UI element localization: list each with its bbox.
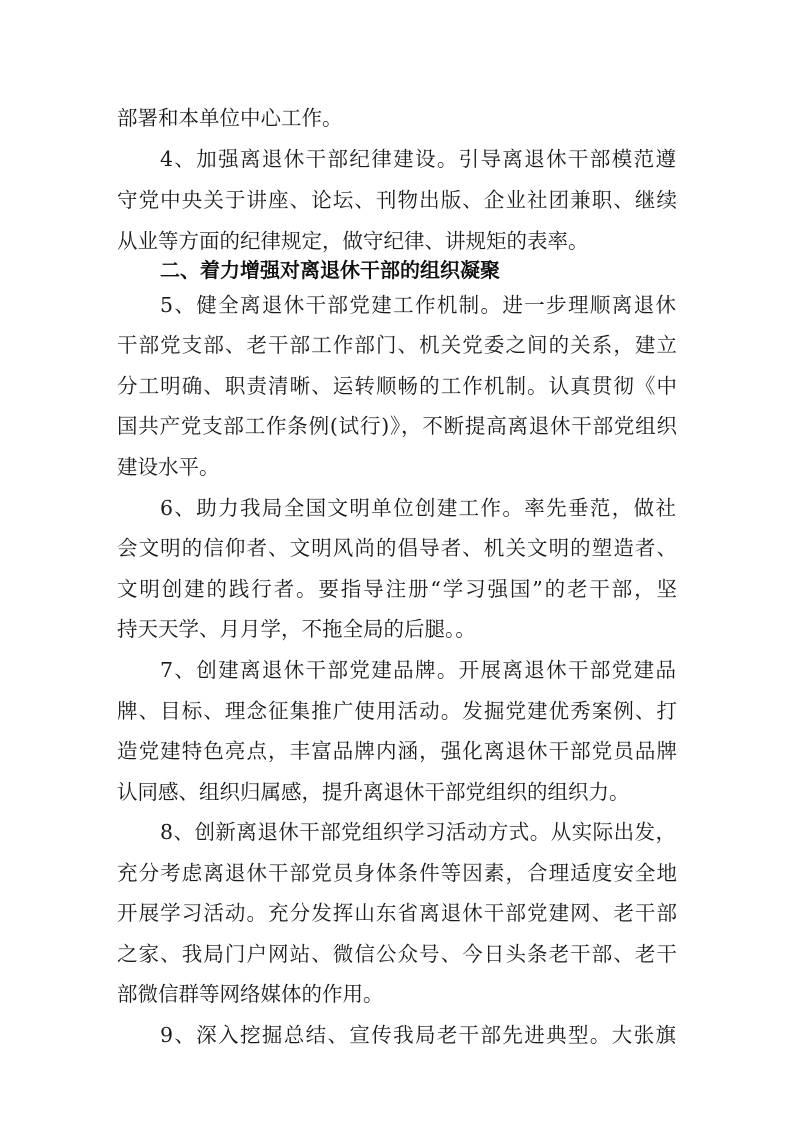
text-line: 9、深入挖掘总结、宣传我局老干部先进典型。大张旗 xyxy=(160,1023,676,1047)
text-line: 干部党支部、老干部工作部门、机关党委之间的关系，建立 xyxy=(117,333,677,357)
text-line: 5、健全离退休干部党建工作机制。进一步理顺离退休 xyxy=(160,293,676,317)
text-line: 部署和本单位中心工作。 xyxy=(117,106,343,130)
text-line: 分工明确、职责清晰、运转顺畅的工作机制。认真贯彻《中 xyxy=(117,374,677,398)
text-line: 造党建特色亮点，丰富品牌内涵，强化离退休干部党员品牌 xyxy=(117,739,677,763)
text-line: 国共产党支部工作条例(试行)》，不断提高离退休干部党组织 xyxy=(117,414,677,438)
text-line: 部微信群等网络媒体的作用。 xyxy=(117,982,384,1006)
text-line: 开展学习活动。充分发挥山东省离退休干部党建网、老干部 xyxy=(117,901,677,925)
text-line: 建设水平。 xyxy=(117,455,220,479)
text-line: 会文明的信仰者、文明风尚的倡导者、机关文明的塑造者、 xyxy=(117,536,677,560)
text-line: 文明创建的践行者。要指导注册“学习强国”的老干部，坚 xyxy=(117,577,677,601)
text-line: 牌、目标、理念征集推广使用活动。发掘党建优秀案例、打 xyxy=(117,699,677,723)
text-line: 8、创新离退休干部党组织学习活动方式。从实际出发， xyxy=(160,820,676,844)
text-line: 从业等方面的纪律规定，做守纪律、讲规矩的表率。 xyxy=(117,229,589,253)
text-line: 4、加强离退休干部纪律建设。引导离退休干部模范遵 xyxy=(160,147,676,171)
text-line: 认同感、组织归属感，提升离退休干部党组织的组织力。 xyxy=(117,780,630,804)
text-line: 持天天学、月月学，不拖全局的后腿。。 xyxy=(117,617,476,641)
text-line: 6、助力我局全国文明单位创建工作。率先垂范，做社 xyxy=(160,496,676,520)
text-line: 守党中央关于讲座、论坛、刊物出版、企业社团兼职、继续 xyxy=(117,188,677,212)
text-line: 7、创建离退休干部党建品牌。开展离退休干部党建品 xyxy=(160,658,676,682)
text-line: 充分考虑离退休干部党员身体条件等因素，合理适度安全地 xyxy=(117,861,677,885)
text-line: 之家、我局门户网站、微信公众号、今日头条老干部、老干 xyxy=(117,942,677,966)
section-heading: 二、着力增强对离退休干部的组织凝聚 xyxy=(160,258,500,282)
